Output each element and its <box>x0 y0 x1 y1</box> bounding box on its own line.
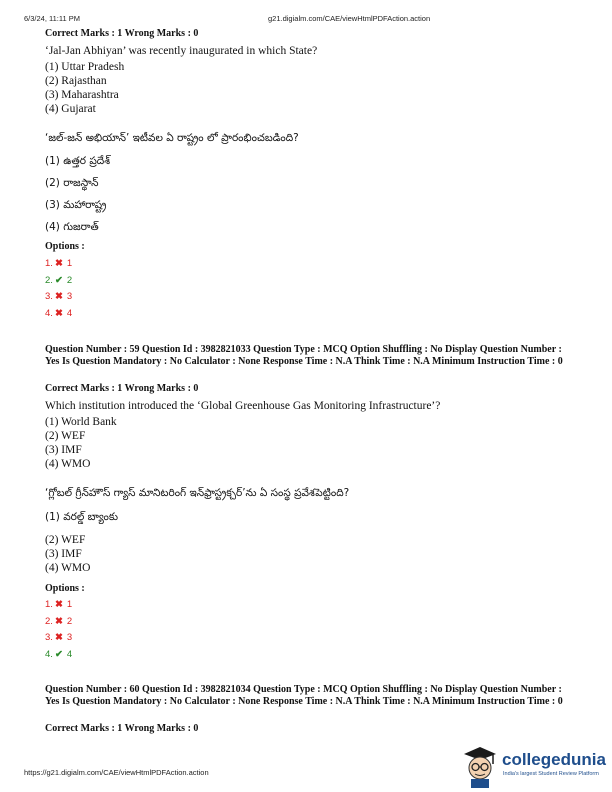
footer-url: https://g21.digialm.com/CAE/viewHtmlPDFAction.action <box>24 768 209 777</box>
answer-option: 3. ✖ 3 <box>45 289 72 306</box>
cross-icon: ✖ <box>54 291 63 302</box>
answer-option: 1. ✖ 1 <box>45 256 72 273</box>
logo-wordmark: collegedunia <box>502 750 606 769</box>
answer-option: 3. ✖ 3 <box>45 630 72 647</box>
print-url: g21.digialm.com/CAE/viewHtmlPDFAction.action <box>268 14 431 23</box>
q59-option-te-1: (1) వరల్డ్ బ్యాంకు <box>45 511 118 523</box>
q58-option-te-2: (2) రాజస్థాన్ <box>45 177 99 189</box>
q58-question-te: ‘జల్-జన్ అభియాన్’ ఇటీవల ఏ రాష్ట్రం లో ప్రారంభించబడింది? <box>45 132 299 144</box>
check-icon: ✔ <box>54 648 63 660</box>
answer-option-correct: 4. ✔ 4 <box>45 647 72 664</box>
option-en: (2) WEF <box>45 430 86 442</box>
student-mascot-icon <box>462 744 498 788</box>
q58-option-te-3: (3) మహారాష్ట్ర <box>45 199 107 211</box>
cross-icon: ✖ <box>54 632 63 643</box>
answer-option-correct: 2. ✔ 2 <box>45 273 72 290</box>
q59-options-label: Options : <box>45 583 85 594</box>
option-en: (3) Maharashtra <box>45 89 119 101</box>
q60-marks: Correct Marks : 1 Wrong Marks : 0 <box>45 723 199 734</box>
q59-marks: Correct Marks : 1 Wrong Marks : 0 <box>45 383 199 394</box>
q59-answer-list <box>45 597 72 663</box>
cross-icon: ✖ <box>54 307 63 319</box>
option-te: (3) IMF <box>45 548 82 560</box>
option-en: (1) World Bank <box>45 416 117 428</box>
q59-question-en: Which institution introduced the ‘Global Greenhouse Gas Monitoring Infrastructure’? <box>45 400 441 412</box>
option-en: (2) Rajasthan <box>45 75 107 87</box>
answer-option: 2. ✖ 2 <box>45 614 72 631</box>
option-te: (4) WMO <box>45 562 91 574</box>
cross-icon: ✖ <box>54 599 63 610</box>
q58-option-te-4: (4) గుజరాత్ <box>45 221 99 233</box>
answer-option: 1. ✖ 1 <box>45 597 72 614</box>
cross-icon: ✖ <box>54 615 63 627</box>
option-en: (4) Gujarat <box>45 103 96 115</box>
q58-question-en: ‘Jal-Jan Abhiyan’ was recently inaugurated in which State? <box>45 45 318 57</box>
check-icon: ✔ <box>54 274 63 286</box>
q58-options-label: Options : <box>45 241 85 252</box>
q59-options-te-rest <box>45 533 90 575</box>
option-te: (2) WEF <box>45 534 86 546</box>
logo-tagline: India's largest Student Review Platform <box>503 771 599 777</box>
q58-answer-list <box>45 256 72 322</box>
q58-option-te-1: (1) ఉత్తర ప్రదేశ్ <box>45 155 110 167</box>
print-datetime: 6/3/24, 11:11 PM <box>24 14 81 23</box>
collegedunia-logo <box>462 742 610 790</box>
q59-question-te: ‘గ్లోబల్ గ్రీన్‌హౌస్ గ్యాస్ మానిటరింగ్ ఇన్‌ఫ్రాస్ట్రక్చర్’ను ఏ సంస్థ ప్రవేశపెట్టింది? <box>45 487 350 499</box>
answer-option: 4. ✖ 4 <box>45 306 72 323</box>
q58-marks: Correct Marks : 1 Wrong Marks : 0 <box>45 28 199 39</box>
q58-options-en <box>45 60 124 116</box>
option-en: (4) WMO <box>45 458 91 470</box>
q59-meta: Question Number : 59 Question Id : 3982821033 Question Type : MCQ Option Shuffling : No Display Question Number : Yes Is Question Mandatory : No Calculator : None Response Time : N.A Think Time : N.A Minimum Instruction Time : 0 <box>45 344 563 367</box>
q59-options-en <box>45 415 117 471</box>
q60-meta: Question Number : 60 Question Id : 3982821034 Question Type : MCQ Option Shuffling : No Display Question Number : Yes Is Question Mandatory : No Calculator : None Response Time : N.A Think Time : N.A Minimum Instruction Time : 0 <box>45 684 563 707</box>
option-en: (3) IMF <box>45 444 82 456</box>
cross-icon: ✖ <box>54 258 63 269</box>
option-en: (1) Uttar Pradesh <box>45 61 125 73</box>
